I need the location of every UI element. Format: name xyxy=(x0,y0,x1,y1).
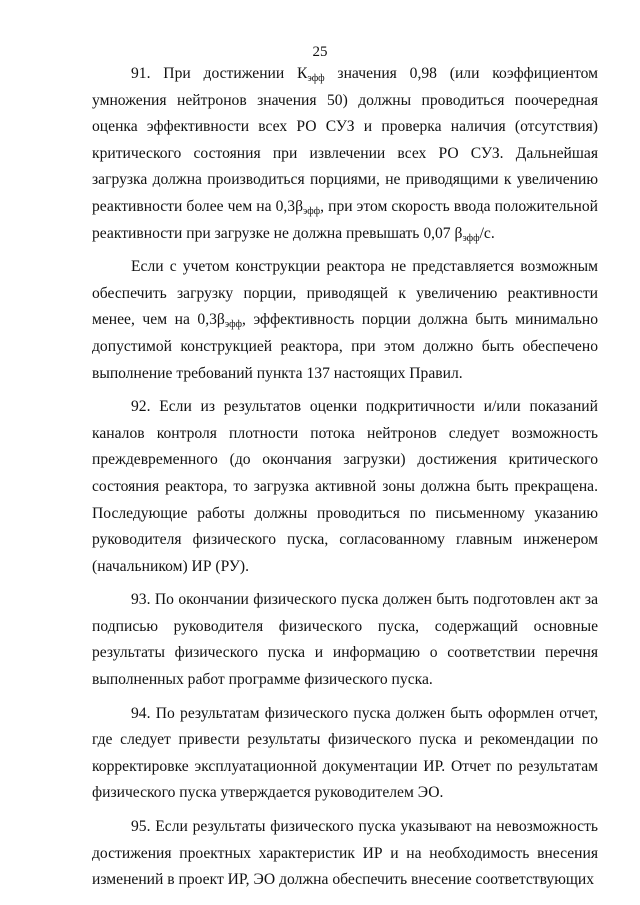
paragraph-p91 xyxy=(92,61,598,247)
text-run: 91. При достижении К xyxy=(131,65,308,82)
text-run: , эффективность порции должна быть минимально допустимой конструкцией реактора, при этом должно быть обеспечено выполнение требований пункта 137 настоящих Правил. xyxy=(92,311,598,382)
page-number: 25 xyxy=(312,44,328,60)
paragraph-p91-cont xyxy=(92,254,598,387)
text-run: , при этом скорость ввода положительной реактивности при загрузке не должна превышать 0,07 β xyxy=(92,197,599,242)
text-run: /с. xyxy=(479,224,495,242)
subscript: эфф xyxy=(303,205,321,217)
text-run: 92. Если из результатов оценки подкритичности и/или показаний каналов контроля плотности потока нейтронов следует возможность преждевременного (до окончания загрузки) достижения критического состояния реактора, то загрузка активной зоны должна быть прекращена. Последующие работы должны проводиться по письменному указанию руководителя физического пуска, согласованному главным инженером (начальником) ИР (РУ). xyxy=(92,398,598,575)
document-body xyxy=(92,61,598,894)
text-run: значения 0,98 (или коэффициентом умножения нейтронов значения 50) должны проводиться поочередная оценка эффективности всех РО СУЗ и проверка наличия (отсутствия) критического состояния при извлечении всех РО СУЗ. Дальнейшая загрузка должна производиться порциями, не приводящими к увеличению реактивности более чем на 0,3β xyxy=(92,65,599,215)
paragraph-p93 xyxy=(92,587,598,693)
paragraph-p95 xyxy=(92,814,598,894)
text-run: 95. Если результаты физического пуска указывают на невозможность достижения проектных характеристик ИР и на необходимость внесения изменений в проект ИР, ЭО должна обеспечить внесение соответствующих xyxy=(92,818,598,889)
subscript: эфф xyxy=(224,319,242,331)
text-run: 94. По результатам физического пуска должен быть оформлен отчет, где следует привести результаты физического пуска и рекомендации по корректировке эксплуатационной документации ИР. Отчет по результатам физического пуска утверждается руководителем ЭО. xyxy=(92,704,598,802)
text-run: 93. По окончании физического пуска должен быть подготовлен акт за подписью руководителя физического пуска, содержащий основные результаты физического пуска и информацию о соответствии перечня выполненных работ программе физического пуска. xyxy=(92,591,598,689)
subscript: эфф xyxy=(307,73,325,84)
subscript: эфф xyxy=(462,232,480,244)
paragraph-p92 xyxy=(92,394,598,580)
paragraph-p94 xyxy=(92,701,598,807)
text-run: Если с учетом конструкции реактора не представляется возможным обеспечить загрузку порции, приводящей к увеличению реактивности менее, чем на 0,3β xyxy=(92,258,598,329)
